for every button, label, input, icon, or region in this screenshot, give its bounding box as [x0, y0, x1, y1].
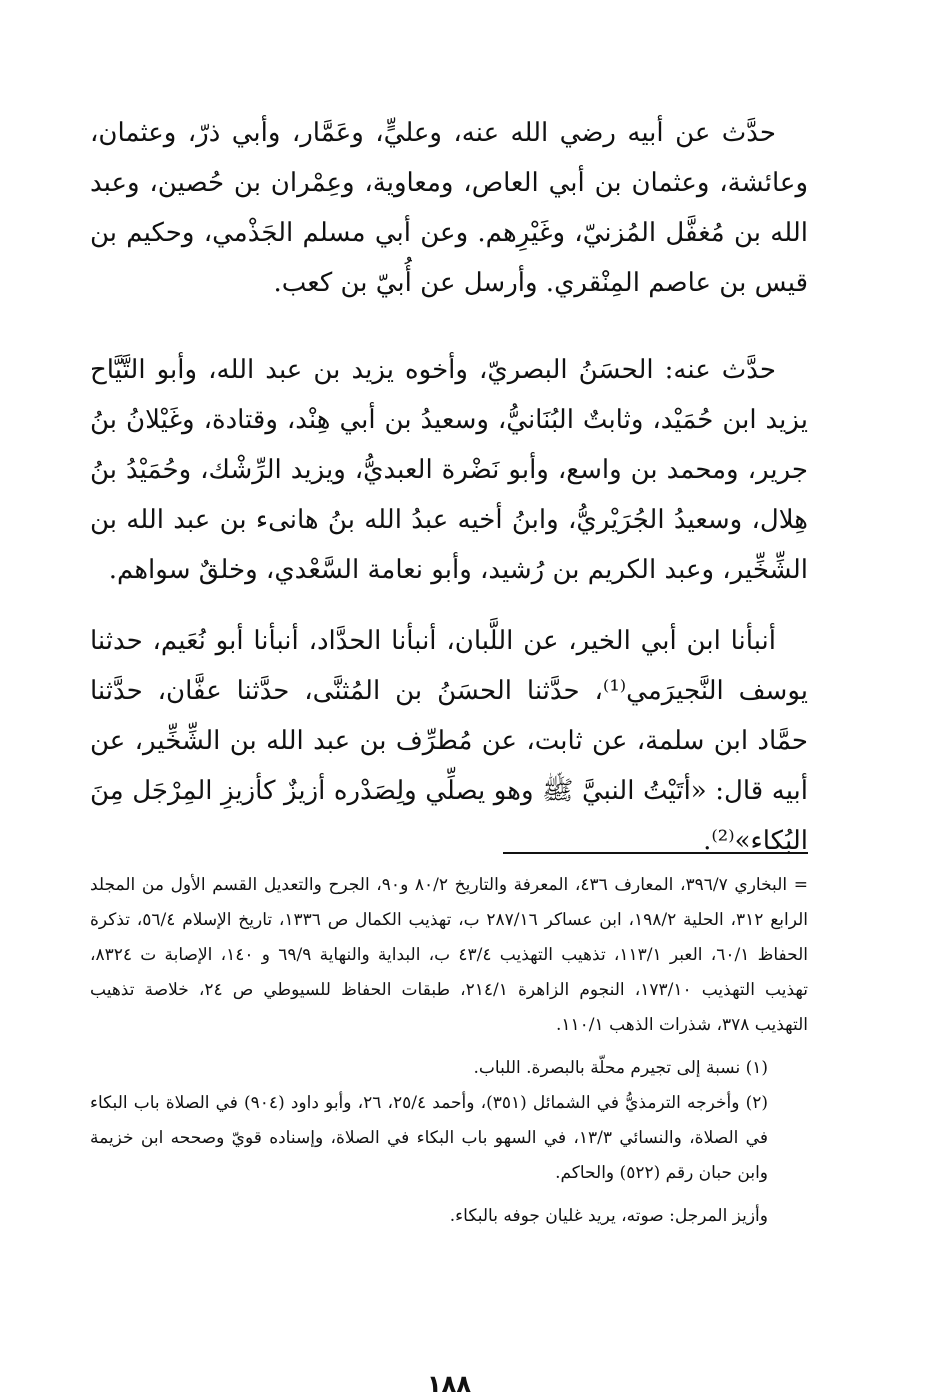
footnote-1: (١) نسبة إلى تجيرم محلّة بالبصرة. اللباب. — [473, 1058, 768, 1078]
narrators-to-paragraph — [90, 345, 808, 595]
footnote-separator — [503, 852, 808, 854]
footnote-3: وأزيز المرجل: صوته، يريد غليان جوفه بالبكاء. — [449, 1206, 768, 1226]
paragraph-text: حدَّث عنه: الحسَنُ البصريّ، وأخوه يزيد بن عبد الله، وأبو التَّيَّاح يزيد ابن حُمَيْد، وثابتٌ البُنَانيُّ، وسعيدُ بن أبي هِنْد، وقتادة، وغَيْلانُ بنُ جرير، ومحمد بن واسع، وأبو نَضْرة العبديُّ، ويزيد الرِّشْك، وحُمَيْدُ بنُ هِلال، وسعيدُ الجُرَيْريُّ، وابنُ أخيه عبدُ الله بنُ هانىء بن عبد الله بن الشِّخِّير، وعبد الكريم بن رُشيد، وأبو نعامة السَّعْدي، وخلقٌ سواهم. — [90, 355, 808, 585]
page-number: ١٨٨ — [427, 1370, 471, 1398]
footnote-2: (٢) وأخرجه الترمذيُّ في الشمائل (٣٥١)، وأحمد ٢٥/٤، ٢٦، وأبو داود (٩٠٤) في الصلاة باب البكاء في الصلاة، والنسائي ١٣/٣، في السهو باب البكاء في الصلاة، وإسناده قويّ وصححه ابن خزيمة وابن حبان رقم (٥٢٢) والحاكم. — [90, 1093, 769, 1183]
footnote-continuation: = البخاري ٣٩٦/٧، المعارف ٤٣٦، المعرفة والتاريخ ٨٠/٢ و٩٠، الجرح والتعديل القسم الأول من المجلد الرابع ٣١٢، الحلية ١٩٨/٢، ابن عساكر ٢٨٧/١٦ ب، تهذيب الكمال ص ١٣٣٦، تاريخ الإسلام ٥٦/٤، تذكرة الحفاظ ٦٠/١، العبر ١١٣/١، تذهيب التهذيب ٤٣/٤ ب، البداية والنهاية ٦٩/٩ و ١٤٠، الإصابة ت ٨٣٢٤، تهذيب التهذيب ١٧٣/١٠، النجوم الزاهرة ٢١٤/١، طبقات الحفاظ للسيوطي ص ٢٤، خلاصة تذهيب التهذيب ٣٧٨، شذرات الذهب ١١٠/١. — [90, 875, 808, 1035]
hadith-chain-paragraph — [90, 616, 808, 866]
footnotes — [90, 868, 808, 1234]
book-page — [90, 108, 808, 1398]
paragraph-text: أنبأنا ابن أبي الخير، عن اللَّبان، أنبأنا الحدَّاد، أنبأنا أبو نُعَيم، حدثنا يوسف النَّجيرَمي⁽¹⁾، حدَّثنا الحسَنُ بن المُثنَّى، حدَّثنا عفَّان، حدَّثنا حمَّاد ابن سلمة، عن ثابت، عن مُطرِّف بن عبد الله بن الشِّخِّير، عن أبيه قال: «أتَيْتُ النبيَّ ﷺ وهو يصلِّي ولِصَدْره أزيزٌ كأزيزِ المِرْجَل مِنَ البُكاء»⁽²⁾. — [90, 626, 808, 856]
narrators-from-paragraph — [90, 108, 808, 308]
paragraph-text: حدَّث عن أبيه رضي الله عنه، وعليٍّ، وعَمَّار، وأبي ذرّ، وعثمان، وعائشة، وعثمان بن أبي العاص، ومعاوية، وعِمْران بن حُصين، وعبد الله بن مُغفَّل المُزنيّ، وغَيْرِهم. وعن أبي مسلم الجَذْمي، وحكيم بن قيس بن عاصم المِنْقري. وأرسل عن أُبيّ بن كعب. — [90, 118, 808, 298]
